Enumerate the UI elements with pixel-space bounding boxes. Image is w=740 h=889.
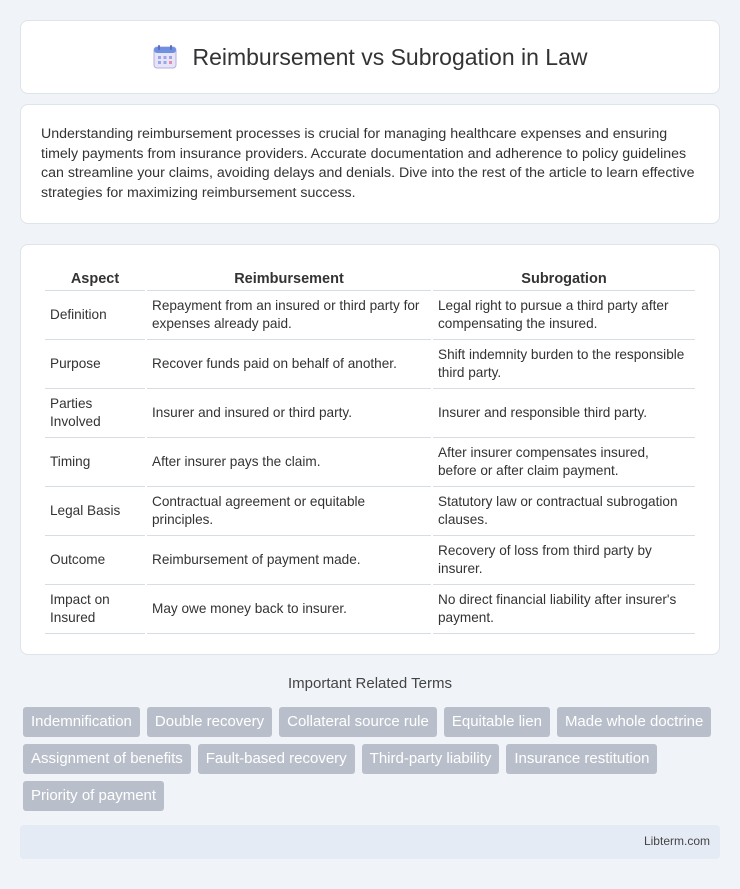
subrogation-cell: Legal right to pursue a third party after compensating the insured. — [433, 291, 695, 340]
subrogation-cell: Insurer and responsible third party. — [433, 389, 695, 438]
aspect-cell: Definition — [45, 291, 145, 340]
tag-priority-of-payment[interactable]: Priority of payment — [23, 781, 164, 811]
tag-fault-based-recovery[interactable]: Fault-based recovery — [198, 744, 355, 774]
footer — [20, 825, 720, 859]
tag-insurance-restitution[interactable]: Insurance restitution — [506, 744, 657, 774]
header-subrogation: Subrogation — [433, 267, 695, 291]
title-wrap — [152, 44, 587, 71]
table-row — [45, 340, 695, 389]
subrogation-cell: Shift indemnity burden to the responsible third party. — [433, 340, 695, 389]
aspect-cell: Purpose — [45, 340, 145, 389]
footer-link[interactable]: Libterm.com — [643, 834, 710, 848]
table-row — [45, 389, 695, 438]
reimbursement-cell: After insurer pays the claim. — [147, 438, 431, 487]
related-terms-tags — [23, 707, 723, 811]
comparison-table-card — [20, 244, 720, 655]
subrogation-cell: No direct financial liability after insurer's payment. — [433, 585, 695, 634]
tag-assignment-of-benefits[interactable]: Assignment of benefits — [23, 744, 191, 774]
calendar-icon — [152, 44, 178, 70]
tag-indemnification[interactable]: Indemnification — [23, 707, 140, 737]
intro-text: Understanding reimbursement processes is crucial for managing healthcare expenses and ensuring timely payments from insurance providers. Accurate documentation and adherence to policy guidelines can streamline your claims, avoiding delays and denials. Dive into the rest of the article to learn effective strategies for maximizing reimbursement success. — [41, 126, 695, 201]
table-row — [45, 438, 695, 487]
reimbursement-cell: Reimbursement of payment made. — [147, 536, 431, 585]
reimbursement-cell: Contractual agreement or equitable principles. — [147, 487, 431, 536]
aspect-cell: Timing — [45, 438, 145, 487]
subrogation-cell: Statutory law or contractual subrogation clauses. — [433, 487, 695, 536]
header-aspect: Aspect — [45, 267, 145, 291]
aspect-cell: Outcome — [45, 536, 145, 585]
table-row — [45, 291, 695, 340]
table-row — [45, 585, 695, 634]
aspect-cell: Parties Involved — [45, 389, 145, 438]
tag-made-whole-doctrine[interactable]: Made whole doctrine — [557, 707, 711, 737]
tag-equitable-lien[interactable]: Equitable lien — [444, 707, 550, 737]
aspect-cell: Impact on Insured — [45, 585, 145, 634]
tag-collateral-source-rule[interactable]: Collateral source rule — [279, 707, 437, 737]
subrogation-cell: Recovery of loss from third party by insurer. — [433, 536, 695, 585]
reimbursement-cell: May owe money back to insurer. — [147, 585, 431, 634]
comparison-table — [43, 267, 697, 634]
tag-third-party-liability[interactable]: Third-party liability — [362, 744, 500, 774]
tag-double-recovery[interactable]: Double recovery — [147, 707, 272, 737]
table-row — [45, 487, 695, 536]
page-title: Reimbursement vs Subrogation in Law — [192, 43, 588, 70]
header-card — [20, 20, 720, 94]
related-terms-title: Important Related Terms — [288, 675, 452, 692]
reimbursement-cell: Recover funds paid on behalf of another. — [147, 340, 431, 389]
table-row — [45, 536, 695, 585]
table-header-row — [45, 267, 695, 291]
reimbursement-cell: Insurer and insured or third party. — [147, 389, 431, 438]
header-reimbursement: Reimbursement — [147, 267, 431, 291]
reimbursement-cell: Repayment from an insured or third party for expenses already paid. — [147, 291, 431, 340]
subrogation-cell: After insurer compensates insured, before or after claim payment. — [433, 438, 695, 487]
aspect-cell: Legal Basis — [45, 487, 145, 536]
intro-card — [20, 104, 720, 224]
